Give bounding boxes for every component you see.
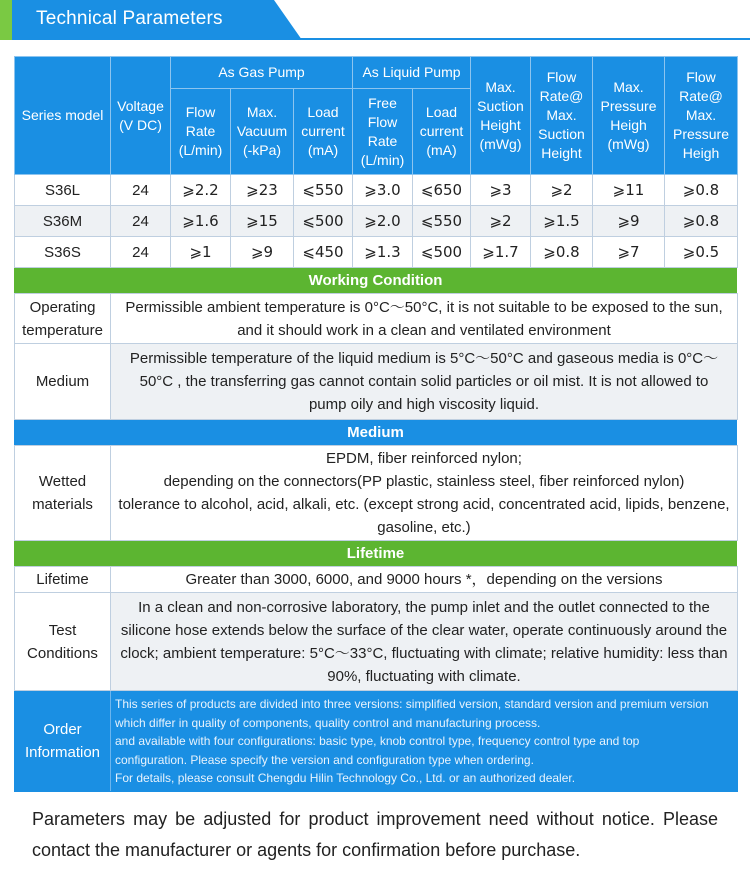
cell-flow-at-pressure: ⩾0.8 <box>665 206 738 237</box>
medium-line: Permissible temperature of the liquid medium is 5°C～50°C and gaseous media is 0°C～ <box>129 350 719 367</box>
operating-temperature-text <box>111 294 738 344</box>
cell-voltage: 24 <box>111 206 171 237</box>
cell-max-suction: ⩾3 <box>471 175 531 206</box>
cell-gas-flow: ⩾1.6 <box>171 206 231 237</box>
cell-liquid-flow: ⩾1.3 <box>353 237 413 268</box>
group-header-gas-pump: As Gas Pump <box>171 57 353 89</box>
col-header-gas-current: Load current (mA) <box>294 89 353 175</box>
spec-table <box>14 56 738 268</box>
test-line: In a clean and non-corrosive laboratory, the pump inlet and the outlet connected to the <box>138 598 710 616</box>
order-line: This series of products are divided into three versions: simplified version, standard version and premium version <box>115 697 709 711</box>
working-condition-table <box>14 293 738 420</box>
cell-max-pressure: ⩾11 <box>593 175 665 206</box>
order-line: For details, please consult Chengdu Hilin Technology Co., Ltd. or an authorized dealer. <box>115 771 576 785</box>
order-information-label: Order Information <box>15 692 111 792</box>
order-information-table <box>14 691 738 792</box>
table-row <box>15 175 738 206</box>
wetted-line: EPDM, fiber reinforced nylon; <box>326 450 522 467</box>
cell-flow-at-pressure: ⩾0.5 <box>665 237 738 268</box>
medium-line: 50°C , the transferring gas cannot contain solid particles or oil mist. It is not allowed to <box>139 373 709 390</box>
header-underline <box>300 38 750 40</box>
col-header-liquid-current: Load current (mA) <box>413 89 471 175</box>
lifetime-label: Lifetime <box>15 567 111 593</box>
test-line: silicone hose extends below the surface of the clear water, operate continuously around the <box>120 621 728 639</box>
parameters-table <box>14 56 737 792</box>
table-row <box>15 206 738 237</box>
order-line: which differ in quality of components, quality control and manufacturing process. <box>115 715 541 730</box>
medium-row <box>15 344 738 420</box>
medium-text <box>111 344 738 420</box>
order-information-text <box>111 692 738 792</box>
cell-flow-at-suction: ⩾1.5 <box>531 206 593 237</box>
col-header-max-suction: Max. Suction Height (mWg) <box>471 57 531 175</box>
cell-flow-at-suction: ⩾2 <box>531 175 593 206</box>
cell-gas-vacuum: ⩾23 <box>231 175 294 206</box>
operating-temperature-row <box>15 294 738 344</box>
test-line: clock; ambient temperature: 5°C～33°C, fluctuating with climate; relative humidity: less than <box>120 644 728 662</box>
medium-label: Medium <box>15 344 111 420</box>
wetted-materials-row <box>15 446 738 541</box>
col-header-voltage: Voltage (V DC) <box>111 57 171 175</box>
medium-line: pump oily and high viscosity liquid. <box>308 396 540 413</box>
cell-max-pressure: ⩾9 <box>593 206 665 237</box>
cell-series: S36M <box>15 206 111 237</box>
test-conditions-row <box>15 593 738 691</box>
cell-liquid-flow: ⩾3.0 <box>353 175 413 206</box>
lifetime-heading: Lifetime <box>14 541 737 566</box>
cell-liquid-current: ⩽500 <box>413 237 471 268</box>
cell-series: S36L <box>15 175 111 206</box>
cell-series: S36S <box>15 237 111 268</box>
operating-temperature-line: Permissible ambient temperature is 0°C～50°C, it is not suitable to be exposed to the sun, <box>125 298 723 316</box>
wetted-line: depending on the connectors(PP plastic, stainless steel, fiber reinforced nylon) <box>163 473 685 490</box>
cell-voltage: 24 <box>111 175 171 206</box>
lifetime-text: Greater than 3000, 6000, and 9000 hours *，depending on the versions <box>111 567 738 593</box>
cell-max-suction: ⩾2 <box>471 206 531 237</box>
col-header-liquid-flow: Free Flow Rate (L/min) <box>353 89 413 175</box>
header-accent-bar <box>0 0 12 40</box>
page-title: Technical Parameters <box>36 8 223 29</box>
cell-liquid-current: ⩽550 <box>413 206 471 237</box>
cell-liquid-flow: ⩾2.0 <box>353 206 413 237</box>
cell-flow-at-suction: ⩾0.8 <box>531 237 593 268</box>
cell-gas-current: ⩽500 <box>294 206 353 237</box>
cell-gas-vacuum: ⩾9 <box>231 237 294 268</box>
test-line: 90%, fluctuating with climate. <box>327 667 521 685</box>
col-header-gas-vacuum: Max. Vacuum (-kPa) <box>231 89 294 175</box>
col-header-flow-at-suction: Flow Rate@ Max. Suction Height <box>531 57 593 175</box>
operating-temperature-label: Operating temperature <box>15 294 111 344</box>
lifetime-table <box>14 566 738 691</box>
cell-flow-at-pressure: ⩾0.8 <box>665 175 738 206</box>
test-conditions-label: Test Conditions <box>15 593 111 691</box>
wetted-materials-label: Wetted materials <box>15 446 111 541</box>
test-conditions-text <box>111 593 738 691</box>
col-header-gas-flow: Flow Rate (L/min) <box>171 89 231 175</box>
cell-liquid-current: ⩽650 <box>413 175 471 206</box>
order-line: and available with four configurations: basic type, knob control type, frequency control type and top <box>115 734 640 748</box>
wetted-line: tolerance to alcohol, acid, alkali, etc. (except strong acid, concentrated acid, lipids, benzene, <box>118 496 730 513</box>
footer-note: Parameters may be adjusted for product improvement need without notice. Please contact the manufacturer or agents for confirmation before purchase. <box>32 809 718 860</box>
cell-gas-vacuum: ⩾15 <box>231 206 294 237</box>
order-line: configuration. Please specify the version and configuration type when ordering. <box>115 752 534 767</box>
cell-gas-current: ⩽450 <box>294 237 353 268</box>
cell-voltage: 24 <box>111 237 171 268</box>
cell-max-suction: ⩾1.7 <box>471 237 531 268</box>
lifetime-row <box>15 567 738 593</box>
medium-table <box>14 445 738 541</box>
section-header <box>0 0 750 40</box>
cell-gas-flow: ⩾2.2 <box>171 175 231 206</box>
wetted-line: gasoline, etc.) <box>377 519 471 536</box>
wetted-materials-text <box>111 446 738 541</box>
table-row <box>15 237 738 268</box>
operating-temperature-line: and it should work in a clean and ventilated environment <box>237 321 611 339</box>
cell-gas-flow: ⩾1 <box>171 237 231 268</box>
col-header-flow-at-pressure: Flow Rate@ Max. Pressure Heigh <box>665 57 738 175</box>
cell-gas-current: ⩽550 <box>294 175 353 206</box>
group-header-liquid-pump: As Liquid Pump <box>353 57 471 89</box>
working-condition-heading: Working Condition <box>14 268 737 293</box>
col-header-series: Series model <box>15 57 111 175</box>
medium-heading: Medium <box>14 420 737 445</box>
col-header-max-pressure: Max. Pressure Heigh (mWg) <box>593 57 665 175</box>
cell-max-pressure: ⩾7 <box>593 237 665 268</box>
order-information-row <box>15 692 738 792</box>
